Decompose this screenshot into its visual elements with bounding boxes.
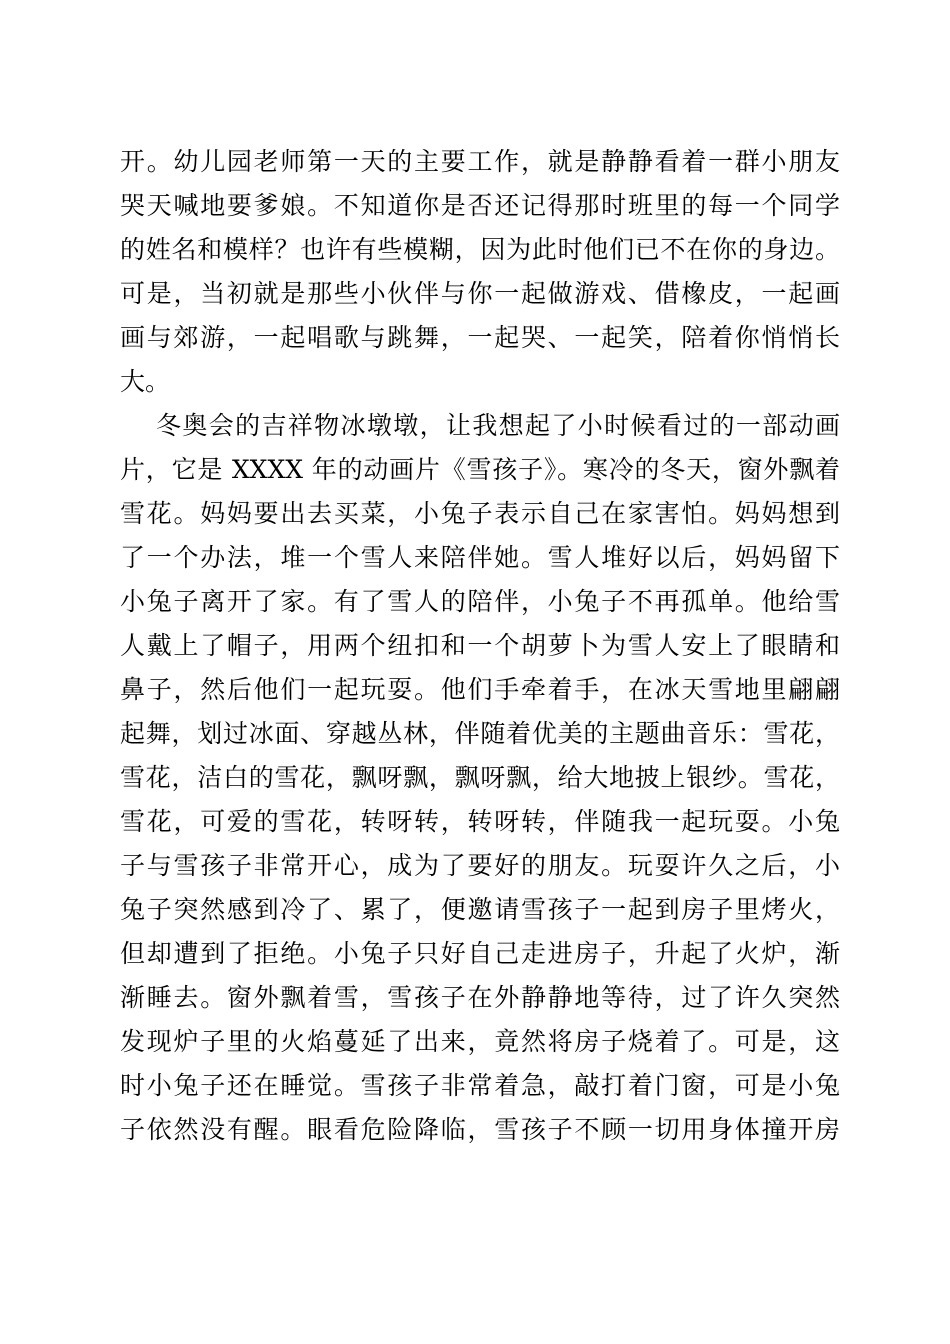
text-line: 冬奥会的吉祥物冰墩墩，让我想起了小时候看过的一部动画 [156, 411, 840, 440]
text-line: 时小兔子还在睡觉。雪孩子非常着急，敲打着门窗，可是小兔 [120, 1071, 840, 1100]
text-line: 起舞，划过冰面、穿越丛林，伴随着优美的主题曲音乐：雪花， [120, 719, 840, 748]
text-line: 但却遭到了拒绝。小兔子只好自己走进房子，升起了火炉，渐 [120, 939, 840, 968]
paragraph-1 [120, 140, 840, 404]
body-text [120, 140, 840, 1152]
text-line: 子依然没有醒。眼看危险降临，雪孩子不顾一切用身体撞开房 [120, 1115, 840, 1144]
text-line: 人戴上了帽子，用两个纽扣和一个胡萝卜为雪人安上了眼睛和 [120, 631, 840, 660]
text-line: 画与郊游，一起唱歌与跳舞，一起哭、一起笑，陪着你悄悄长 [120, 323, 840, 352]
text-line: 发现炉子里的火焰蔓延了出来，竟然将房子烧着了。可是，这 [120, 1027, 840, 1056]
text-line: 大。 [120, 367, 171, 396]
text-line: 了一个办法，堆一个雪人来陪伴她。雪人堆好以后，妈妈留下 [120, 543, 840, 572]
text-line: 小兔子离开了家。有了雪人的陪伴，小兔子不再孤单。他给雪 [120, 587, 840, 616]
text-line: 鼻子，然后他们一起玩耍。他们手牵着手，在冰天雪地里翩翩 [120, 675, 840, 704]
text-line: 雪花，可爱的雪花，转呀转，转呀转，伴随我一起玩耍。小兔 [120, 807, 840, 836]
text-line: 片，它是 XXXX 年的动画片《雪孩子》。寒冷的冬天，窗外飘着 [120, 455, 840, 484]
text-line: 兔子突然感到冷了、累了，便邀请雪孩子一起到房子里烤火， [120, 895, 840, 924]
text-line: 渐睡去。窗外飘着雪，雪孩子在外静静地等待，过了许久突然 [120, 983, 840, 1012]
text-line: 子与雪孩子非常开心，成为了要好的朋友。玩耍许久之后，小 [120, 851, 840, 880]
text-line: 开。幼儿园老师第一天的主要工作，就是静静看着一群小朋友 [120, 147, 840, 176]
text-line: 雪花。妈妈要出去买菜，小兔子表示自己在家害怕。妈妈想到 [120, 499, 840, 528]
text-line: 哭天喊地要爹娘。不知道你是否还记得那时班里的每一个同学 [120, 191, 840, 220]
paragraph-2 [120, 404, 840, 1152]
text-line: 可是，当初就是那些小伙伴与你一起做游戏、借橡皮，一起画 [120, 279, 840, 308]
text-line: 雪花，洁白的雪花，飘呀飘，飘呀飘，给大地披上银纱。雪花， [120, 763, 840, 792]
text-line: 的姓名和模样？也许有些模糊，因为此时他们已不在你的身边。 [120, 235, 840, 264]
